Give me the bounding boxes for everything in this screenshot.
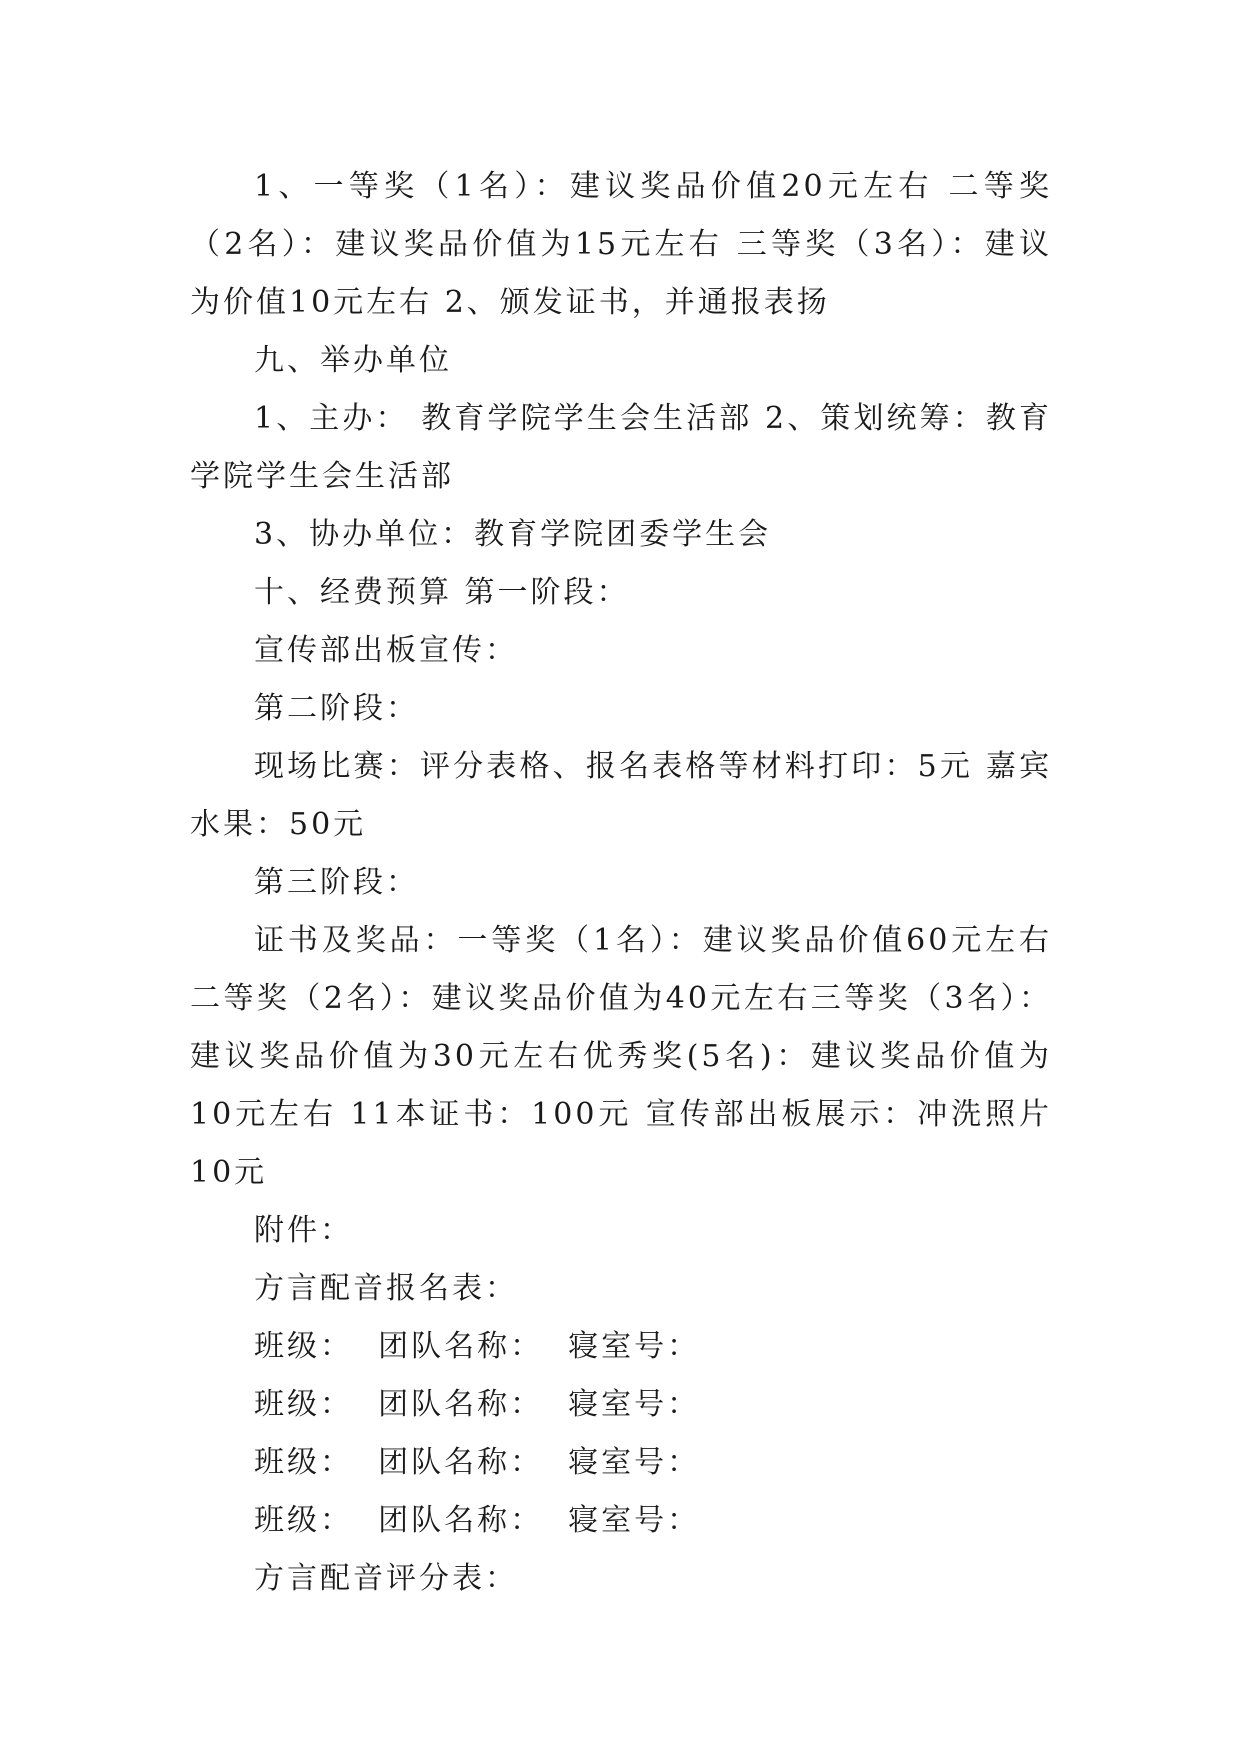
registration-row: 班级： 团队名称： 寝室号： bbox=[254, 1445, 701, 1480]
organizer-paragraph: 1、主办： 教育学院学生会生活部 2、策划统筹：教育学院学生会生活部 bbox=[190, 401, 1052, 494]
registration-form-title: 方言配音报名表： bbox=[254, 1271, 518, 1306]
section-heading-budget: 十、经费预算 第一阶段： bbox=[254, 575, 630, 610]
budget-stage-two-heading: 第二阶段： bbox=[254, 691, 419, 726]
co-organizer-paragraph: 3、协办单位：教育学院团委学生会 bbox=[254, 517, 772, 552]
budget-stage-two-item: 现场比赛：评分表格、报名表格等材料打印：5元 嘉宾水果：50元 bbox=[190, 749, 1052, 842]
budget-stage-three-item: 证书及奖品：一等奖（1名）：建议奖品价值60元左右二等奖（2名）：建议奖品价值为40元左右三等奖（3名）：建议奖品价值为30元左右优秀奖(5名)：建议奖品价值为10元左右 11本证书：100元 宣传部出板展示：冲洗照片10元 bbox=[190, 923, 1052, 1190]
registration-row: 班级： 团队名称： 寝室号： bbox=[254, 1329, 701, 1364]
appendix-heading: 附件： bbox=[254, 1213, 353, 1248]
section-heading-organizers: 九、举办单位 bbox=[254, 343, 452, 378]
document-body bbox=[190, 158, 1052, 1608]
award-paragraph: 1、一等奖（1名）：建议奖品价值20元左右 二等奖（2名）：建议奖品价值为15元左右 三等奖（3名）：建议为价值10元左右 2、颁发证书，并通报表扬 bbox=[190, 169, 1052, 320]
registration-row: 班级： 团队名称： 寝室号： bbox=[254, 1387, 701, 1422]
budget-stage-one-item: 宣传部出板宣传： bbox=[254, 633, 518, 668]
scoring-form-title: 方言配音评分表： bbox=[254, 1561, 518, 1596]
budget-stage-three-heading: 第三阶段： bbox=[254, 865, 419, 900]
registration-row: 班级： 团队名称： 寝室号： bbox=[254, 1503, 701, 1538]
